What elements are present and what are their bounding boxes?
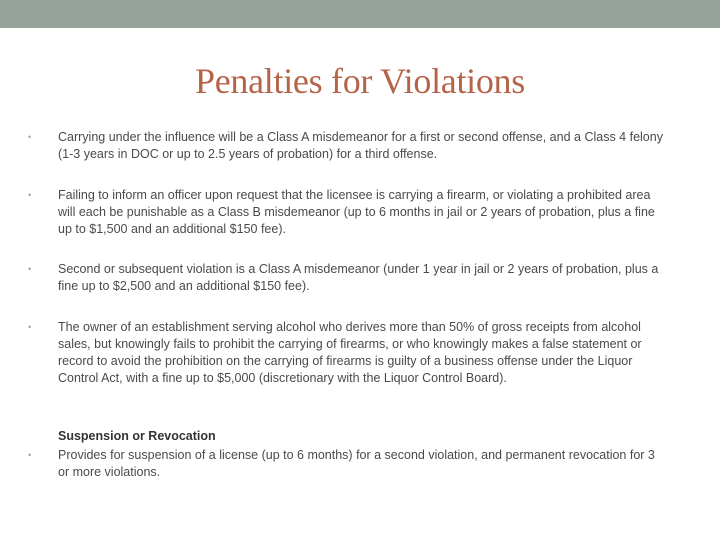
bullet-item	[28, 261, 668, 295]
header-bar	[0, 0, 720, 28]
bullet-dot-icon: •	[28, 132, 32, 142]
bullet-dot-icon: •	[28, 322, 32, 332]
bullet-dot-icon: •	[28, 190, 32, 200]
bullet-item	[28, 187, 668, 238]
bullet-item	[28, 129, 668, 163]
bullet-text: Provides for suspension of a license (up to 6 months) for a second violation, and permanent revocation for 3 or more violations.	[58, 448, 655, 479]
bullet-dot-icon: •	[28, 264, 32, 274]
subheading: Suspension or Revocation	[58, 429, 216, 443]
bullet-item	[28, 447, 668, 481]
bullet-text: Carrying under the influence will be a Class A misdemeanor for a first or second offense, and a Class 4 felony (1-3 years in DOC or up to 2.5 years of probation) for a third offense.	[58, 130, 663, 161]
bullet-text: The owner of an establishment serving alcohol who derives more than 50% of gross receipts from alcohol sales, but knowingly fails to prohibit the carrying of firearms, or who knowingly makes a false statement or record to avoid the prohibition on the carrying of firearms is guilty of a business offense under the Liquor Control Act, with a fine up to $5,000 (discretionary with the Liquor Control Board).	[58, 320, 642, 385]
bullet-text: Second or subsequent violation is a Class A misdemeanor (under 1 year in jail or 2 years of probation, plus a fine up to $2,500 and an additional $150 fee).	[58, 262, 659, 293]
slide-title: Penalties for Violations	[195, 61, 525, 101]
bullet-item	[28, 319, 668, 387]
bullet-text: Failing to inform an officer upon request that the licensee is carrying a firearm, or violating a prohibited area will each be punishable as a Class B misdemeanor (up to 6 months in jail or 2 years of probation, plus a fine up to $1,500 and an additional $150 fee).	[58, 188, 655, 236]
bullet-dot-icon: •	[28, 450, 32, 460]
